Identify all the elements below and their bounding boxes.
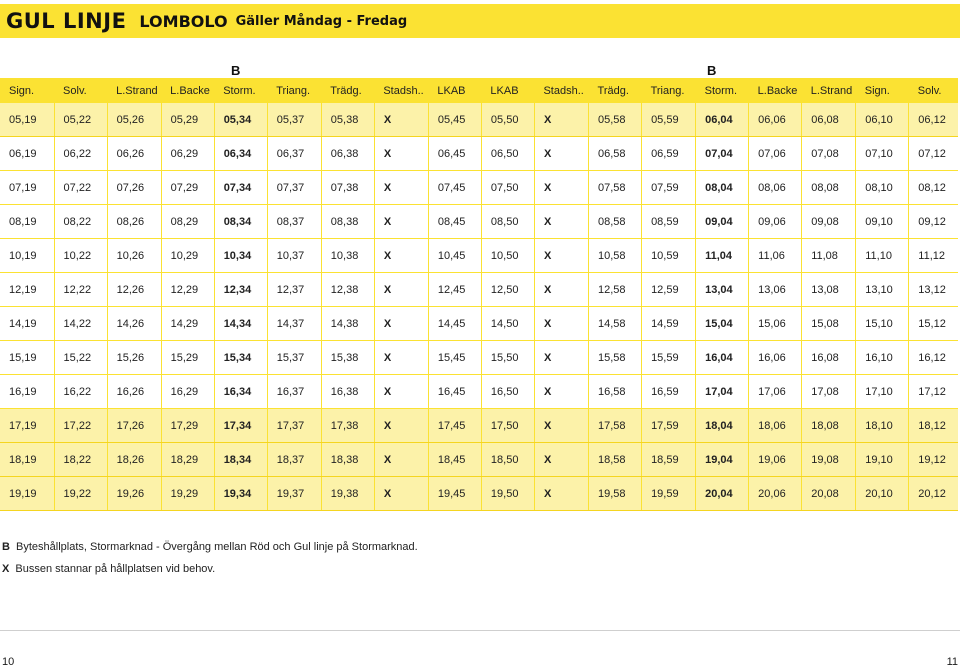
departure-time-cell: 19,29 [161, 477, 214, 511]
departure-time-cell: 18,22 [54, 443, 107, 477]
departure-time-cell: 19,04 [696, 443, 749, 477]
departure-time-cell: 17,12 [909, 375, 958, 409]
departure-time-cell: 10,29 [161, 239, 214, 273]
departure-row [0, 409, 958, 443]
departure-time-cell: 14,34 [214, 307, 267, 341]
departure-time-cell: 05,22 [54, 103, 107, 137]
departure-time-cell: 08,29 [161, 205, 214, 239]
departure-time-cell: 10,19 [0, 239, 54, 273]
departure-time-cell: 07,58 [589, 171, 642, 205]
departure-time-cell: 15,29 [161, 341, 214, 375]
departure-time-cell: 08,58 [589, 205, 642, 239]
departure-row [0, 273, 958, 307]
page-number-left: 10 [2, 656, 15, 668]
stop-header-cell: Triang. [642, 78, 696, 103]
departure-time-cell: 08,04 [696, 171, 749, 205]
departure-time-cell: 06,29 [161, 137, 214, 171]
request-stop-cell: X [534, 239, 588, 273]
stop-header-cell: L.Strand [802, 78, 856, 103]
request-stop-cell: X [374, 375, 428, 409]
departure-time-cell: 19,08 [802, 443, 856, 477]
departure-row [0, 171, 958, 205]
departure-time-cell: 18,08 [802, 409, 856, 443]
departure-time-cell: 16,08 [802, 341, 856, 375]
stop-header-row [0, 78, 958, 103]
request-stop-cell: X [534, 103, 588, 137]
transfer-marker-storm-return: B [707, 63, 717, 78]
departure-time-cell: 18,19 [0, 443, 54, 477]
departure-time-cell: 17,10 [856, 375, 909, 409]
departure-time-cell: 16,34 [214, 375, 267, 409]
departure-row [0, 341, 958, 375]
stop-header-cell: Storm. [214, 78, 267, 103]
departure-time-cell: 18,59 [642, 443, 696, 477]
departure-time-cell: 13,10 [856, 273, 909, 307]
stop-header-cell: L.Backe [749, 78, 802, 103]
departure-time-cell: 19,10 [856, 443, 909, 477]
departure-time-cell: 20,10 [856, 477, 909, 511]
departure-time-cell: 11,12 [909, 239, 958, 273]
departure-time-cell: 17,04 [696, 375, 749, 409]
departure-time-cell: 17,22 [54, 409, 107, 443]
departure-row [0, 477, 958, 511]
departure-time-cell: 08,08 [802, 171, 856, 205]
departure-time-cell: 15,45 [428, 341, 481, 375]
departure-time-cell: 09,10 [856, 205, 909, 239]
transfer-marker-storm-outbound: B [231, 63, 241, 78]
line-title: GUL LINJE [6, 9, 127, 33]
departure-time-cell: 16,58 [589, 375, 642, 409]
departure-time-cell: 08,22 [54, 205, 107, 239]
departure-time-cell: 18,34 [214, 443, 267, 477]
stop-header-cell: L.Backe [161, 78, 214, 103]
departure-time-cell: 10,38 [321, 239, 374, 273]
departure-time-cell: 08,19 [0, 205, 54, 239]
title-bar [0, 4, 960, 38]
departure-time-cell: 16,06 [749, 341, 802, 375]
departure-time-cell: 12,37 [267, 273, 321, 307]
departure-time-cell: 15,26 [107, 341, 161, 375]
note-text: Byteshållplats, Stormarknad - Övergång mellan Röd och Gul linje på Stormarknad. [16, 541, 418, 553]
departure-time-cell: 17,38 [321, 409, 374, 443]
departure-time-cell: 17,58 [589, 409, 642, 443]
departure-time-cell: 19,50 [481, 477, 534, 511]
departure-time-cell: 18,12 [909, 409, 958, 443]
departure-time-cell: 18,58 [589, 443, 642, 477]
departure-time-cell: 07,26 [107, 171, 161, 205]
request-stop-cell: X [534, 205, 588, 239]
departure-time-cell: 07,45 [428, 171, 481, 205]
departure-time-cell: 10,59 [642, 239, 696, 273]
stop-header-cell: Storm. [696, 78, 749, 103]
departure-time-cell: 17,37 [267, 409, 321, 443]
departure-time-cell: 19,22 [54, 477, 107, 511]
departure-time-cell: 16,26 [107, 375, 161, 409]
request-stop-cell: X [374, 205, 428, 239]
request-stop-cell: X [534, 409, 588, 443]
stop-header-cell: Trädg. [321, 78, 374, 103]
departure-time-cell: 12,22 [54, 273, 107, 307]
departure-time-cell: 07,06 [749, 137, 802, 171]
departure-time-cell: 17,19 [0, 409, 54, 443]
departure-time-cell: 06,26 [107, 137, 161, 171]
stop-header-cell: Solv. [909, 78, 958, 103]
departure-time-cell: 20,08 [802, 477, 856, 511]
request-stop-cell: X [374, 273, 428, 307]
departure-time-cell: 12,58 [589, 273, 642, 307]
departure-time-cell: 07,59 [642, 171, 696, 205]
departure-row [0, 443, 958, 477]
note-request-stop [2, 563, 418, 575]
note-text: Bussen stannar på hållplatsen vid behov. [15, 563, 216, 575]
departure-row [0, 137, 958, 171]
departure-time-cell: 19,12 [909, 443, 958, 477]
departure-time-cell: 05,38 [321, 103, 374, 137]
departure-time-cell: 14,19 [0, 307, 54, 341]
departure-time-cell: 19,58 [589, 477, 642, 511]
stop-header-cell: Triang. [267, 78, 321, 103]
stop-header-cell: Solv. [54, 78, 107, 103]
request-stop-cell: X [374, 137, 428, 171]
departure-time-cell: 19,26 [107, 477, 161, 511]
departure-time-cell: 18,29 [161, 443, 214, 477]
departure-time-cell: 05,34 [214, 103, 267, 137]
departure-time-cell: 12,50 [481, 273, 534, 307]
request-stop-cell: X [534, 137, 588, 171]
departure-time-cell: 18,45 [428, 443, 481, 477]
departure-time-cell: 14,22 [54, 307, 107, 341]
departure-time-cell: 05,58 [589, 103, 642, 137]
departure-time-cell: 19,06 [749, 443, 802, 477]
departure-time-cell: 18,38 [321, 443, 374, 477]
departure-time-cell: 12,26 [107, 273, 161, 307]
departure-time-cell: 09,08 [802, 205, 856, 239]
departure-time-cell: 15,59 [642, 341, 696, 375]
departure-time-cell: 11,08 [802, 239, 856, 273]
departure-time-cell: 07,29 [161, 171, 214, 205]
departure-time-cell: 08,45 [428, 205, 481, 239]
request-stop-cell: X [534, 273, 588, 307]
departure-time-cell: 08,50 [481, 205, 534, 239]
departure-time-cell: 10,37 [267, 239, 321, 273]
departure-time-cell: 16,04 [696, 341, 749, 375]
departure-row [0, 103, 958, 137]
departure-time-cell: 09,04 [696, 205, 749, 239]
request-stop-cell: X [534, 341, 588, 375]
departure-time-cell: 08,12 [909, 171, 958, 205]
departure-time-cell: 19,59 [642, 477, 696, 511]
departure-time-cell: 18,50 [481, 443, 534, 477]
departure-time-cell: 15,37 [267, 341, 321, 375]
departure-time-cell: 07,34 [214, 171, 267, 205]
note-transfer-stop [2, 541, 418, 553]
departure-time-cell: 06,12 [909, 103, 958, 137]
departure-time-cell: 17,59 [642, 409, 696, 443]
departure-time-cell: 15,38 [321, 341, 374, 375]
departure-time-cell: 18,10 [856, 409, 909, 443]
departure-time-cell: 20,04 [696, 477, 749, 511]
departure-time-cell: 07,37 [267, 171, 321, 205]
departure-time-cell: 13,12 [909, 273, 958, 307]
departure-time-cell: 15,58 [589, 341, 642, 375]
stop-header-cell: Trädg. [589, 78, 642, 103]
departure-time-cell: 06,34 [214, 137, 267, 171]
departure-time-cell: 17,26 [107, 409, 161, 443]
departure-time-cell: 18,26 [107, 443, 161, 477]
departure-time-cell: 20,12 [909, 477, 958, 511]
departure-time-cell: 16,59 [642, 375, 696, 409]
departure-row [0, 375, 958, 409]
departure-time-cell: 18,06 [749, 409, 802, 443]
request-stop-cell: X [534, 477, 588, 511]
departure-time-cell: 05,26 [107, 103, 161, 137]
departure-time-cell: 15,10 [856, 307, 909, 341]
stop-header-cell: LKAB [481, 78, 534, 103]
departure-time-cell: 09,06 [749, 205, 802, 239]
departure-time-cell: 14,58 [589, 307, 642, 341]
departure-time-cell: 17,34 [214, 409, 267, 443]
stop-header-cell: Sign. [856, 78, 909, 103]
departure-time-cell: 15,12 [909, 307, 958, 341]
departure-time-cell: 19,37 [267, 477, 321, 511]
departure-time-cell: 06,58 [589, 137, 642, 171]
stop-header-cell: Stadsh.. [534, 78, 588, 103]
departure-time-cell: 06,59 [642, 137, 696, 171]
departure-time-cell: 10,26 [107, 239, 161, 273]
departure-time-cell: 16,22 [54, 375, 107, 409]
departure-time-cell: 06,19 [0, 137, 54, 171]
departure-time-cell: 05,50 [481, 103, 534, 137]
stop-header-cell: LKAB [428, 78, 481, 103]
departure-time-cell: 06,50 [481, 137, 534, 171]
departure-time-cell: 10,45 [428, 239, 481, 273]
request-stop-cell: X [374, 409, 428, 443]
departure-time-cell: 16,19 [0, 375, 54, 409]
departure-time-cell: 14,50 [481, 307, 534, 341]
request-stop-cell: X [374, 307, 428, 341]
departure-time-cell: 07,12 [909, 137, 958, 171]
departure-time-cell: 14,45 [428, 307, 481, 341]
request-stop-cell: X [374, 103, 428, 137]
request-stop-cell: X [534, 375, 588, 409]
departure-time-cell: 10,34 [214, 239, 267, 273]
departure-time-cell: 06,06 [749, 103, 802, 137]
departure-time-cell: 19,45 [428, 477, 481, 511]
area-title: LOMBOLO [139, 11, 228, 31]
timetable [0, 78, 958, 511]
departure-time-cell: 13,08 [802, 273, 856, 307]
page-number-right: 11 [946, 656, 958, 668]
departure-time-cell: 15,06 [749, 307, 802, 341]
departure-time-cell: 05,29 [161, 103, 214, 137]
request-stop-cell: X [374, 239, 428, 273]
departure-time-cell: 15,04 [696, 307, 749, 341]
departure-row [0, 307, 958, 341]
request-stop-cell: X [374, 443, 428, 477]
departure-time-cell: 12,34 [214, 273, 267, 307]
departure-time-cell: 14,59 [642, 307, 696, 341]
departure-time-cell: 06,10 [856, 103, 909, 137]
departure-time-cell: 05,59 [642, 103, 696, 137]
note-key: X [2, 563, 10, 575]
stop-header-cell: Sign. [0, 78, 54, 103]
departure-time-cell: 08,10 [856, 171, 909, 205]
departure-time-cell: 07,04 [696, 137, 749, 171]
departure-time-cell: 12,19 [0, 273, 54, 307]
departure-time-cell: 16,10 [856, 341, 909, 375]
departure-time-cell: 17,50 [481, 409, 534, 443]
departure-time-cell: 17,45 [428, 409, 481, 443]
departure-time-cell: 07,50 [481, 171, 534, 205]
departure-time-cell: 14,29 [161, 307, 214, 341]
departure-time-cell: 05,37 [267, 103, 321, 137]
departure-time-cell: 11,06 [749, 239, 802, 273]
departure-time-cell: 14,38 [321, 307, 374, 341]
departure-time-cell: 06,45 [428, 137, 481, 171]
departure-time-cell: 07,22 [54, 171, 107, 205]
departure-time-cell: 20,06 [749, 477, 802, 511]
departure-time-cell: 12,38 [321, 273, 374, 307]
departure-time-cell: 16,45 [428, 375, 481, 409]
departure-time-cell: 15,08 [802, 307, 856, 341]
departure-time-cell: 08,06 [749, 171, 802, 205]
departure-time-cell: 07,10 [856, 137, 909, 171]
departure-time-cell: 16,37 [267, 375, 321, 409]
departure-time-cell: 08,37 [267, 205, 321, 239]
departure-time-cell: 13,04 [696, 273, 749, 307]
departure-time-cell: 10,50 [481, 239, 534, 273]
request-stop-cell: X [374, 477, 428, 511]
departure-time-cell: 18,04 [696, 409, 749, 443]
departure-time-cell: 07,19 [0, 171, 54, 205]
departure-time-cell: 08,59 [642, 205, 696, 239]
departure-time-cell: 19,38 [321, 477, 374, 511]
departure-time-cell: 16,12 [909, 341, 958, 375]
departure-time-cell: 06,04 [696, 103, 749, 137]
departure-time-cell: 18,37 [267, 443, 321, 477]
departure-time-cell: 11,04 [696, 239, 749, 273]
departure-time-cell: 16,29 [161, 375, 214, 409]
departure-time-cell: 10,22 [54, 239, 107, 273]
departure-time-cell: 08,34 [214, 205, 267, 239]
request-stop-cell: X [374, 341, 428, 375]
departure-time-cell: 08,26 [107, 205, 161, 239]
validity-days: Gäller Måndag - Fredag [235, 13, 408, 29]
stop-header-cell: Stadsh.. [374, 78, 428, 103]
departure-time-cell: 12,29 [161, 273, 214, 307]
departure-time-cell: 19,19 [0, 477, 54, 511]
departure-time-cell: 15,19 [0, 341, 54, 375]
departure-time-cell: 12,45 [428, 273, 481, 307]
departure-time-cell: 08,38 [321, 205, 374, 239]
departure-time-cell: 07,08 [802, 137, 856, 171]
stop-header-cell: L.Strand [107, 78, 161, 103]
request-stop-cell: X [534, 443, 588, 477]
note-key: B [2, 541, 10, 553]
departure-row [0, 205, 958, 239]
departure-time-cell: 15,34 [214, 341, 267, 375]
departure-time-cell: 10,58 [589, 239, 642, 273]
request-stop-cell: X [534, 171, 588, 205]
departure-time-cell: 06,37 [267, 137, 321, 171]
request-stop-cell: X [374, 171, 428, 205]
departure-time-cell: 05,19 [0, 103, 54, 137]
departure-time-cell: 09,12 [909, 205, 958, 239]
departure-time-cell: 19,34 [214, 477, 267, 511]
departure-time-cell: 14,37 [267, 307, 321, 341]
departure-time-cell: 14,26 [107, 307, 161, 341]
departure-time-cell: 05,45 [428, 103, 481, 137]
departure-time-cell: 17,06 [749, 375, 802, 409]
departure-time-cell: 17,29 [161, 409, 214, 443]
departure-time-cell: 12,59 [642, 273, 696, 307]
departure-time-cell: 06,38 [321, 137, 374, 171]
departure-time-cell: 16,38 [321, 375, 374, 409]
departure-time-cell: 16,50 [481, 375, 534, 409]
legend-notes [2, 541, 418, 585]
departure-time-cell: 06,08 [802, 103, 856, 137]
departure-row [0, 239, 958, 273]
departure-time-cell: 06,22 [54, 137, 107, 171]
departure-time-cell: 17,08 [802, 375, 856, 409]
request-stop-cell: X [534, 307, 588, 341]
departure-time-cell: 07,38 [321, 171, 374, 205]
page-footer [0, 630, 960, 668]
departure-time-cell: 13,06 [749, 273, 802, 307]
departure-time-cell: 15,22 [54, 341, 107, 375]
departure-time-cell: 11,10 [856, 239, 909, 273]
departure-time-cell: 15,50 [481, 341, 534, 375]
